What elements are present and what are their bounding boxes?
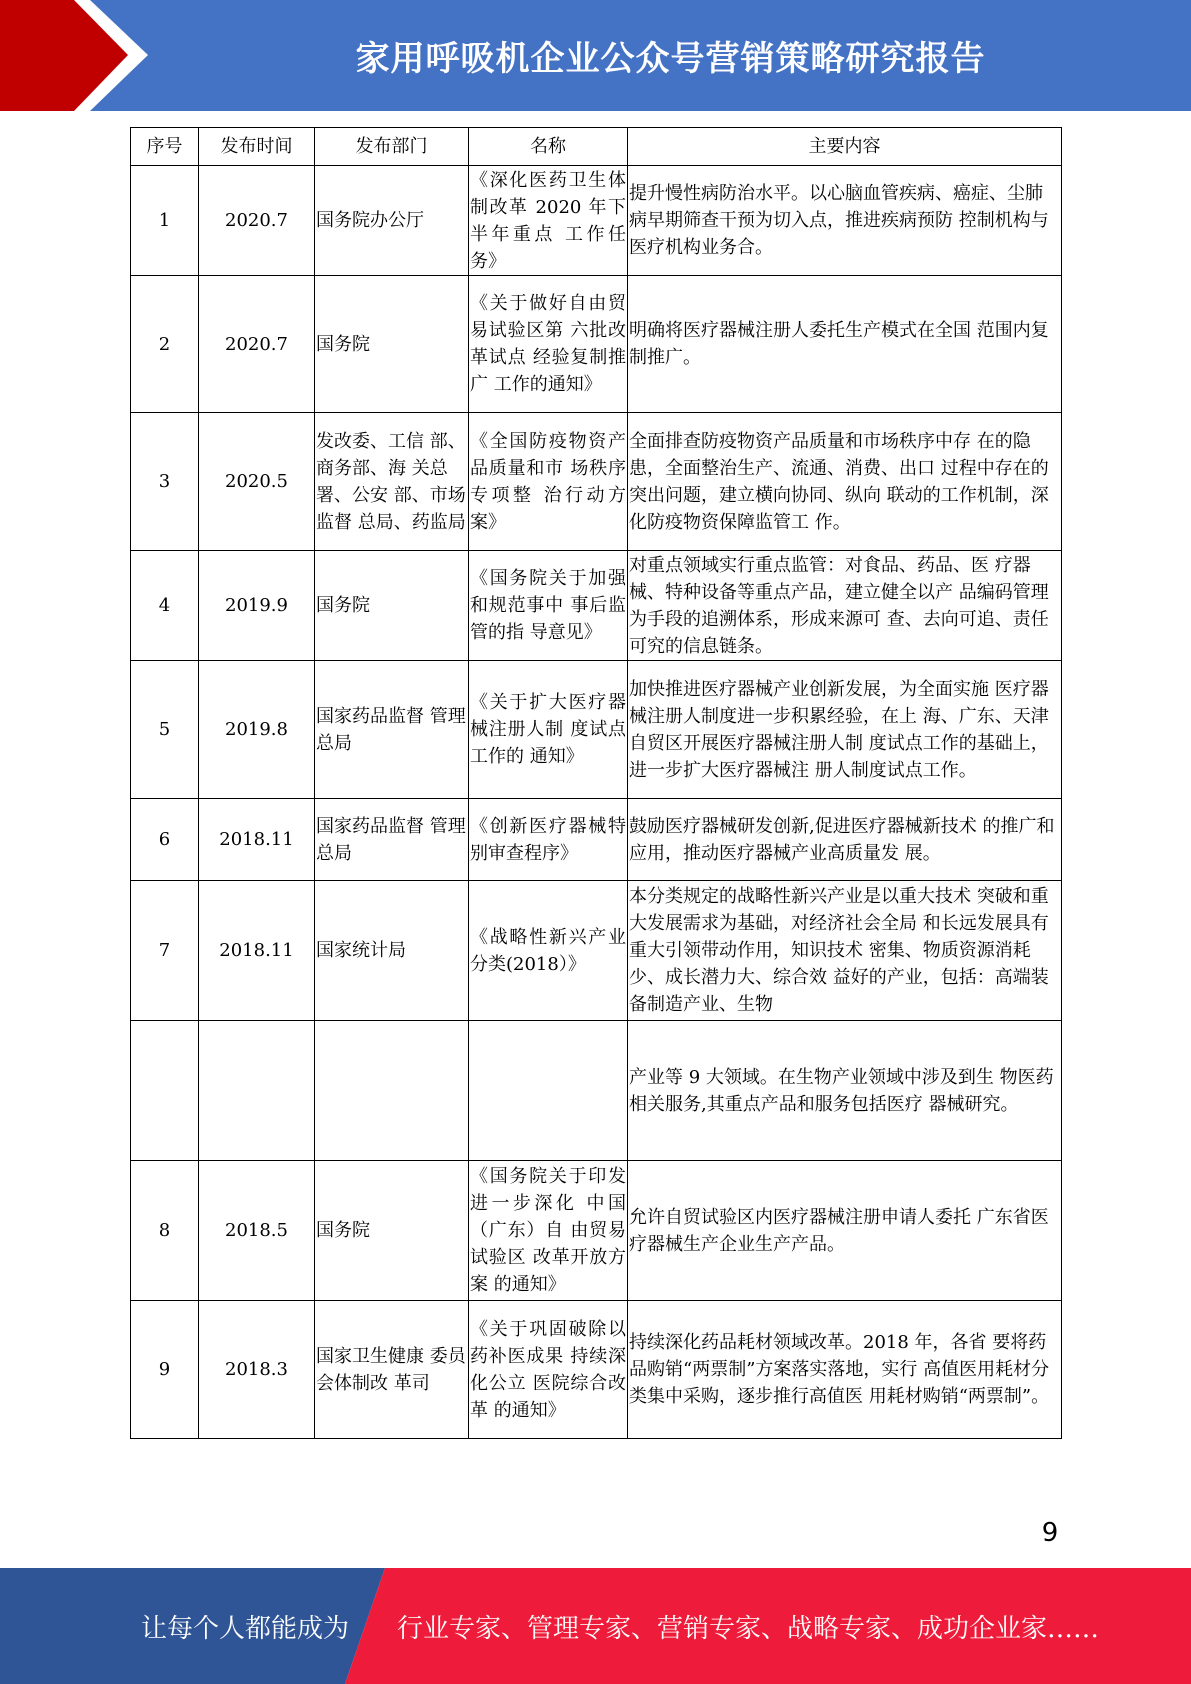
cell-no: 5 (131, 661, 199, 799)
cell-no (131, 1021, 199, 1161)
table-header-row (131, 128, 1062, 166)
table-row (131, 413, 1062, 551)
cell-date: 2018.5 (199, 1161, 315, 1301)
column-header-name: 名称 (469, 128, 628, 166)
cell-dept: 国务院办公厅 (315, 166, 469, 276)
cell-content: 鼓励医疗器械研发创新,促进医疗器械新技术 的推广和应用，推动医疗器械产业高质量发 展。 (628, 799, 1062, 881)
cell-no: 3 (131, 413, 199, 551)
cell-content: 加快推进医疗器械产业创新发展，为全面实施 医疗器械注册人制度进一步积累经验，在上 海、广东、天津自贸区开展医疗器械注册人制 度试点工作的基础上，进一步扩大医疗器械注 册人制度试点工作。 (628, 661, 1062, 799)
cell-date: 2018.11 (199, 881, 315, 1021)
cell-dept: 国家统计局 (315, 881, 469, 1021)
cell-date: 2019.8 (199, 661, 315, 799)
cell-content: 全面排查防疫物资产品质量和市场秩序中存 在的隐患，全面整治生产、流通、消费、出口 过程中存在的突出问题，建立横向协同、纵向 联动的工作机制，深化防疫物资保障监管工 作。 (628, 413, 1062, 551)
cell-dept: 发改委、工信 部、商务部、海 关总署、公安 部、市场监督 总局、药监局 (315, 413, 469, 551)
cell-name: 《深化医药卫生体制改革 2020 年下半年重点 工作任务》 (469, 166, 628, 276)
table-row (131, 661, 1062, 799)
cell-content: 明确将医疗器械注册人委托生产模式在全国 范围内复制推广。 (628, 276, 1062, 413)
cell-dept (315, 1021, 469, 1161)
table-row (131, 276, 1062, 413)
page-header (0, 0, 1191, 111)
cell-date (199, 1021, 315, 1161)
cell-dept: 国家药品监督 管理总局 (315, 661, 469, 799)
column-header-dept: 发布部门 (315, 128, 469, 166)
cell-no: 7 (131, 881, 199, 1021)
cell-no: 6 (131, 799, 199, 881)
column-header-date: 发布时间 (199, 128, 315, 166)
cell-name: 《国务院关于印发进一步深化 中国（广东）自 由贸易试验区 改革开放方案 的通知》 (469, 1161, 628, 1301)
column-header-content: 主要内容 (628, 128, 1062, 166)
cell-name: 《全国防疫物资产品质量和市 场秩序专项整 治行动方案》 (469, 413, 628, 551)
cell-dept: 国家药品监督 管理总局 (315, 799, 469, 881)
table-row (131, 1021, 1062, 1161)
table-row (131, 1161, 1062, 1301)
cell-date: 2019.9 (199, 551, 315, 661)
cell-date: 2018.3 (199, 1301, 315, 1439)
cell-dept: 国务院 (315, 276, 469, 413)
cell-dept: 国务院 (315, 1161, 469, 1301)
cell-no: 1 (131, 166, 199, 276)
page-number: 9 (1041, 1518, 1059, 1548)
footer-slogan-right: 行业专家、管理专家、营销专家、战略专家、成功企业家…… (397, 1613, 1100, 1644)
cell-content: 本分类规定的战略性新兴产业是以重大技术 突破和重大发展需求为基础，对经济社会全局 和长远发展具有重大引领带动作用，知识技术 密集、物质资源消耗少、成长潜力大、综合效 益好的产业，包括：高端装备制造产业、生物 (628, 881, 1062, 1021)
cell-name: 《国务院关于加强和规范事中 事后监管的指 导意见》 (469, 551, 628, 661)
cell-dept: 国家卫生健康 委员会体制改 革司 (315, 1301, 469, 1439)
table-row (131, 551, 1062, 661)
cell-content: 对重点领域实行重点监管：对食品、药品、医 疗器械、特种设备等重点产品，建立健全以产 品编码管理为手段的追溯体系，形成来源可 查、去向可追、责任可究的信息链条。 (628, 551, 1062, 661)
cell-content: 提升慢性病防治水平。以心脑血管疾病、癌症、尘肺病早期筛查干预为切入点，推进疾病预防 控制机构与医疗机构业务合。 (628, 166, 1062, 276)
page-footer (0, 1568, 1191, 1684)
cell-name: 《关于扩大医疗器械注册人制 度试点工作的 通知》 (469, 661, 628, 799)
cell-name: 《战略性新兴产业分类(2018）》 (469, 881, 628, 1021)
header-title: 家用呼吸机企业公众号营销策略研究报告 (355, 39, 986, 79)
table-row (131, 1301, 1062, 1439)
table-row (131, 799, 1062, 881)
cell-no: 4 (131, 551, 199, 661)
cell-date: 2020.7 (199, 166, 315, 276)
cell-name: 《关于巩固破除以药补医成果 持续深化公立 医院综合改革 的通知》 (469, 1301, 628, 1439)
table-row (131, 881, 1062, 1021)
cell-date: 2020.5 (199, 413, 315, 551)
cell-content: 允许自贸试验区内医疗器械注册申请人委托 广东省医疗器械生产企业生产产品。 (628, 1161, 1062, 1301)
cell-name: 《创新医疗器械特别审查程序》 (469, 799, 628, 881)
table-row (131, 166, 1062, 276)
cell-date: 2020.7 (199, 276, 315, 413)
cell-content: 产业等 9 大领域。在生物产业领域中涉及到生 物医药相关服务,其重点产品和服务包括医疗 器械研究。 (628, 1021, 1062, 1161)
cell-content: 持续深化药品耗材领域改革。2018 年，各省 要将药品购销“两票制”方案落实落地，实行 高值医用耗材分类集中采购，逐步推行高值医 用耗材购销“两票制”。 (628, 1301, 1062, 1439)
column-header-no: 序号 (131, 128, 199, 166)
cell-date: 2018.11 (199, 799, 315, 881)
cell-name: 《关于做好自由贸易试验区第 六批改革试点 经验复制推广 工作的通知》 (469, 276, 628, 413)
footer-slogan-left: 让每个人都能成为 (140, 1613, 349, 1644)
header-arrow-shape (0, 0, 160, 111)
cell-no: 9 (131, 1301, 199, 1439)
cell-no: 8 (131, 1161, 199, 1301)
policy-table (130, 127, 1062, 1439)
cell-no: 2 (131, 276, 199, 413)
cell-name (469, 1021, 628, 1161)
cell-dept: 国务院 (315, 551, 469, 661)
